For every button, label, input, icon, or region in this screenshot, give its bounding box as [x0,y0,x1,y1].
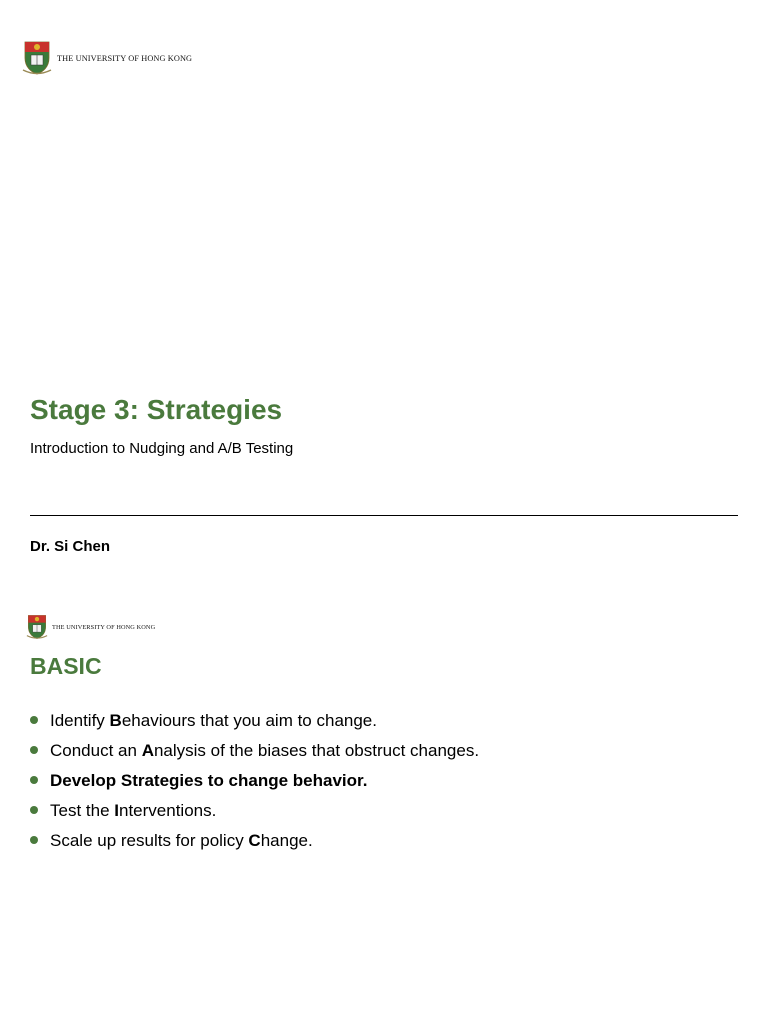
bullet-item [30,828,479,858]
bullet-text-before: Test the [50,801,115,820]
bullet-item [30,738,479,768]
section-title: BASIC [30,653,102,679]
university-name: THE UNIVERSITY OF HONG KONG [57,53,193,63]
bullet-list [30,708,479,858]
hku-crest-icon [26,614,48,640]
bullet-text-after: Develop Strategies to change behavior. [50,771,368,790]
bullet-item [30,708,479,738]
university-logo-small [26,614,155,640]
bullet-text-after: nterventions. [119,801,217,820]
bullet-emphasis-letter: C [248,831,261,850]
bullet-dot-icon [30,746,38,754]
bullet-text-after: nalysis of the biases that obstruct changes. [153,741,480,760]
bullet-emphasis-letter: I [114,801,119,820]
bullet-text-after: hange. [260,831,313,850]
university-name: THE UNIVERSITY OF HONG KONG [52,623,156,631]
hku-crest-icon [22,40,52,76]
bullet-emphasis-letter: B [109,711,122,730]
bullet-text-after: ehaviours that you aim to change. [121,711,377,730]
bullet-dot-icon [30,716,38,724]
university-logo [22,40,192,76]
divider [30,515,738,516]
bullet-text-before: Conduct an [50,741,142,760]
bullet-text-before: Identify [50,711,110,730]
slide-subtitle: Introduction to Nudging and A/B Testing [30,440,294,457]
bullet-item-highlighted [30,768,479,798]
bullet-dot-icon [30,806,38,814]
author-name: Dr. Si Chen [30,538,111,555]
bullet-dot-icon [30,776,38,784]
bullet-dot-icon [30,836,38,844]
bullet-emphasis-letter: A [141,741,154,760]
bullet-text-before: Scale up results for policy [50,831,249,850]
bullet-item [30,798,479,828]
slide-title: Stage 3: Strategies [30,394,283,425]
